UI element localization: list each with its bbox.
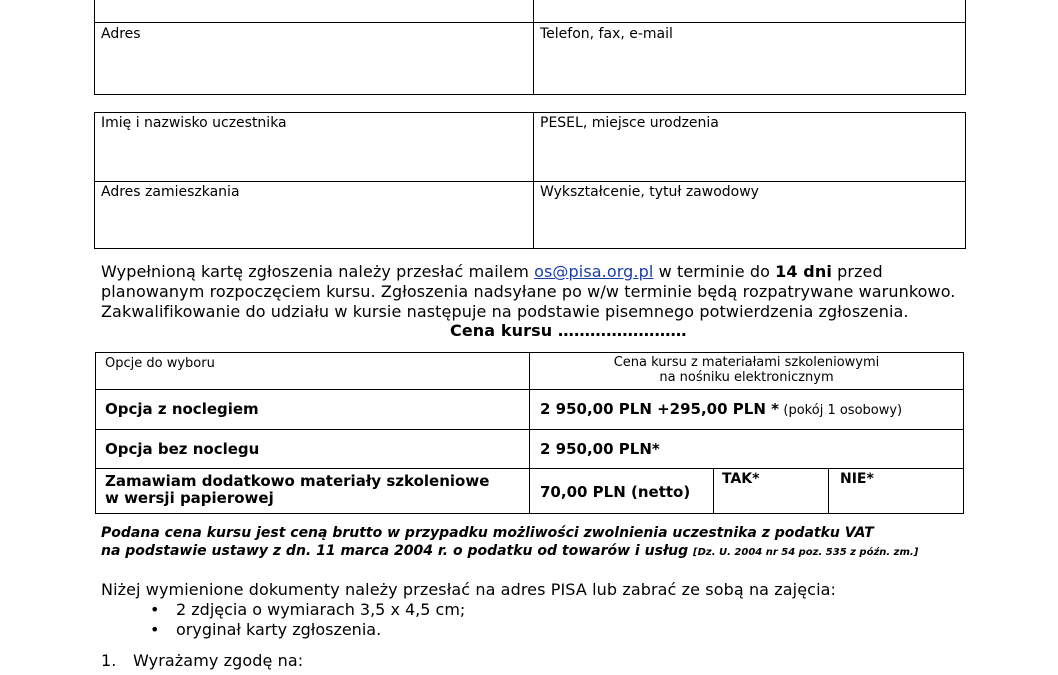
price-table-column-divider [828,468,829,514]
options-header: Opcje do wyboru [105,356,215,371]
consent-number: 1. [101,651,117,670]
paper-materials-price: 70,00 PLN (netto) [540,483,691,501]
documents-intro: Niżej wymienione dokumenty należy przesłać na adres PISA lub zabrać ze sobą na zajęcia: [101,580,837,599]
instructions-text: Wypełnioną kartę zgłoszenia należy przesłać mailem [101,262,535,281]
paper-materials-line-1: Zamawiam dodatkowo materiały szkoleniowe [105,472,490,490]
deadline-days: 14 dni [775,262,832,281]
price-header [530,355,963,385]
price-heading: Cena kursu …………………… [450,321,687,340]
residence-address-label: Adres zamieszkania [101,184,240,200]
company-table-column-divider [533,0,534,95]
education-label: Wykształcenie, tytuł zawodowy [540,184,759,200]
price-with-accommodation-value: 2 950,00 PLN +295,00 PLN * [540,400,779,418]
yes-option[interactable]: TAK* [722,471,760,487]
price-with-accommodation [540,401,902,419]
contact-label: Telefon, fax, e-mail [540,26,673,42]
documents-list-item [150,620,381,640]
participant-name-label: Imię i nazwisko uczestnika [101,115,287,131]
instructions-text: w terminie do [653,262,776,281]
price-header-line-2: na nośniku elektronicznym [659,370,834,385]
instructions-text: przed [831,262,883,281]
bullet-icon: • [150,620,160,639]
email-link[interactable]: os@pisa.org.pl [534,262,654,281]
vat-note-line-2 [101,542,918,562]
paper-materials-option [105,473,489,507]
company-table-divider [94,22,966,23]
documents-item-text: 2 zdjęcia o wymiarach 3,5 x 4,5 cm; [176,600,466,619]
consent-line [101,651,303,671]
price-without-accommodation: 2 950,00 PLN* [540,440,660,458]
vat-note-reference: [Dz. U. 2004 nr 54 poz. 535 z późn. zm.] [693,547,919,558]
instructions-line-2: planowanym rozpoczęciem kursu. Zgłoszenia nadsyłane po w/w terminie będą rozpatrywane warunkowo. [101,282,956,301]
consent-text: Wyrażamy zgodę na: [133,651,304,670]
vat-note-text: na podstawie ustawy z dn. 11 marca 2004 r. o podatku od towarów i usług [101,543,689,559]
instructions-line-1 [101,262,883,282]
no-option[interactable]: NIE* [840,471,874,487]
documents-list-item [150,600,465,620]
bullet-icon: • [150,600,160,619]
pesel-label: PESEL, miejsce urodzenia [540,115,719,131]
price-table-column-divider [713,468,714,514]
participant-table-column-divider [533,112,534,249]
paper-materials-line-2: w wersji papierowej [105,489,274,507]
documents-item-text: oryginał karty zgłoszenia. [176,620,382,639]
single-room-note: (pokój 1 osobowy) [783,403,903,418]
address-label: Adres [101,26,141,42]
instructions-line-3: Zakwalifikowanie do udziału w kursie następuje na podstawie pisemnego potwierdzenia zgłoszenia. [101,302,909,321]
option-without-accommodation: Opcja bez noclegu [105,440,260,458]
participant-table-divider [94,181,966,182]
company-table [94,0,966,95]
price-header-line-1: Cena kursu z materiałami szkoleniowymi [613,355,880,370]
vat-note-line-1: Podana cena kursu jest ceną brutto w przypadku możliwości zwolnienia uczestnika z podatku VAT [101,525,874,541]
option-with-accommodation: Opcja z noclegiem [105,400,259,418]
